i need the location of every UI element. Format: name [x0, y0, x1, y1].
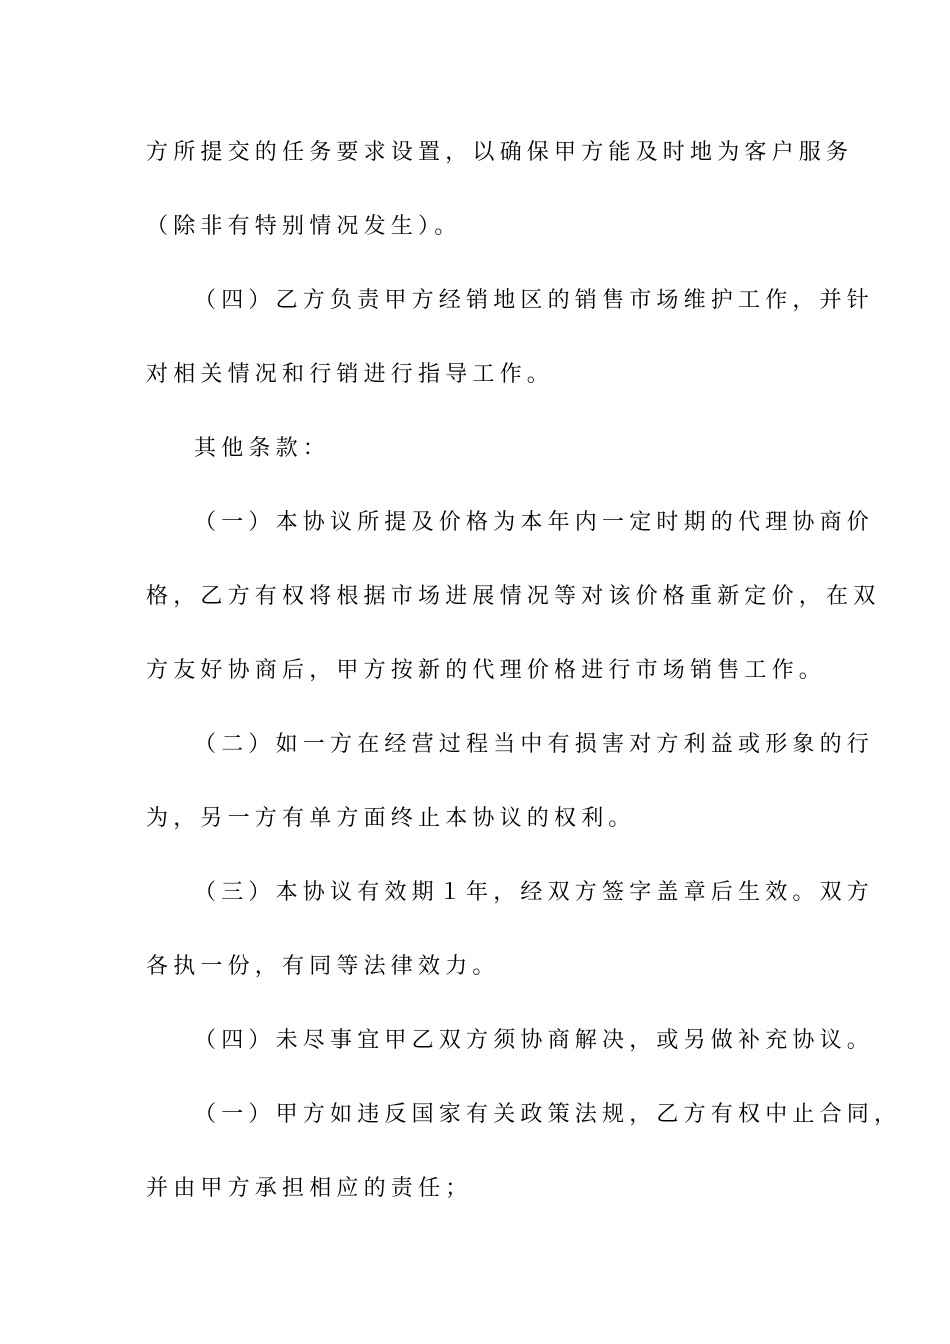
text-line-7: 格，乙方有权将根据市场进展情况等对该价格重新定价，在双: [146, 584, 881, 609]
clause-3-start: （三）本协议有效期１年，经双方签字盖章后生效。双方: [194, 880, 875, 905]
text-line-4: 对相关情况和行销进行指导工作。: [146, 362, 555, 387]
text-line-15: 并由甲方承担相应的责任；: [146, 1176, 473, 1201]
text-line-1: 方所提交的任务要求设置，以确保甲方能及时地为客户服务: [146, 140, 854, 165]
clause-1-start: （一）本协议所提及价格为本年内一定时期的代理协商价: [194, 510, 875, 535]
text-line-10: 为，另一方有单方面终止本协议的权利。: [146, 806, 636, 831]
clause-4: （四）未尽事宜甲乙双方须协商解决，或另做补充协议。: [194, 1028, 875, 1053]
paragraph-4-start: （四）乙方负责甲方经销地区的销售市场维护工作，并针: [194, 288, 875, 313]
obligation-clause-1-start: （一）甲方如违反国家有关政策法规，乙方有权中止合同，: [194, 1102, 902, 1127]
section-heading-other-terms: 其他条款：: [194, 436, 331, 461]
text-line-12: 各执一份，有同等法律效力。: [146, 954, 500, 979]
text-line-2: （除非有特别情况发生）。: [146, 214, 462, 239]
clause-2-start: （二）如一方在经营过程当中有损害对方利益或形象的行: [194, 732, 875, 757]
text-line-8: 方友好协商后，甲方按新的代理价格进行市场销售工作。: [146, 658, 827, 683]
